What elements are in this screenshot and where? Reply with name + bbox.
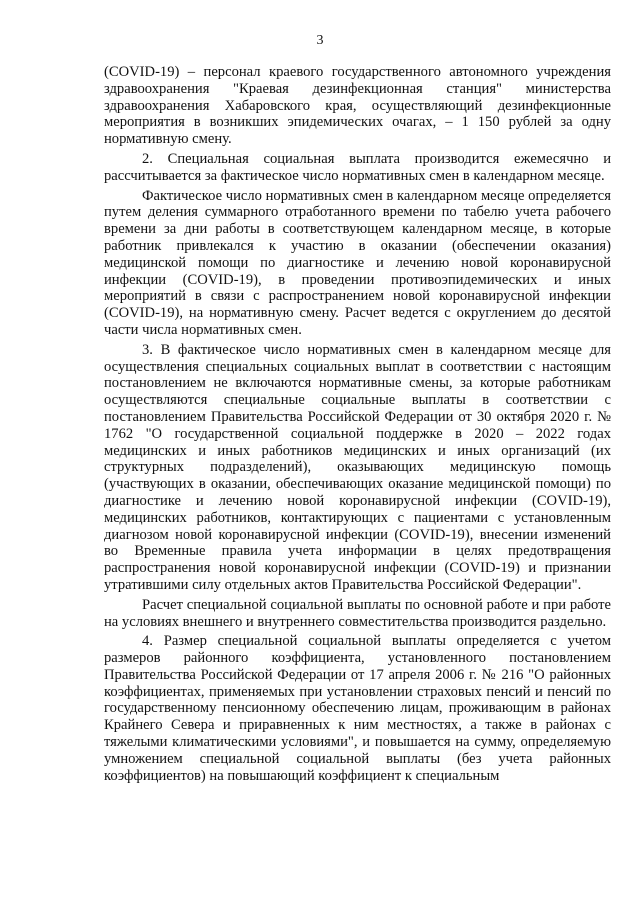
paragraph: Фактическое число нормативных смен в календарном месяце определяется путем деления суммарного отработанного времени по табелю учета рабочего времени за дни работы в соответствующем календарном месяце, в которые работник привлекался к участию в оказании (обеспечении оказания) медицинской помощи по диагностике и лечению новой коронавирусной инфекции (COVID-19), в проведении противоэпидемических и иных мероприятий в связи с распространением новой коронавирусной инфекции (COVID-19), на нормативную смену. Расчет ведется с округлением до десятой части числа нормативных смен. (104, 187, 611, 338)
paragraph: 2. Специальная социальная выплата производится ежемесячно и рассчитывается за фактическое число нормативных смен в календарном месяце. (104, 150, 611, 184)
paragraph: 4. Размер специальной социальной выплаты определяется с учетом размеров районного коэффициента, установленного постановлением Правительства Российской Федерации от 17 апреля 2006 г. № 216 "О районных коэффициентах, применяемых при установлении страховых пенсий и пенсий по государственному пенсионному обеспечению лицам, проживающим в районах Крайнего Севера и приравненных к ним местностях, а также в районах с тяжелыми климатическими условиями", и повышается на сумму, определяемую умножением специальной социальной выплаты (без учета районных коэффициентов) на повышающий коэффициент к специальным (104, 633, 611, 784)
paragraph: 3. В фактическое число нормативных смен в календарном месяце для осуществления специальных социальных выплат в соответствии с настоящим постановлением не включаются нормативные смены, за которые работникам осуществляются специальные социальные выплаты в соответствии с постановлением Правительства Российской Федерации от 30 октября 2020 г. № 1762 "О государственной социальной поддержке в 2020 – 2022 годах медицинских и иных работников медицинских и иных организаций (их структурных подразделений), оказывающих медицинскую помощь (участвующих в оказании, обеспечивающих оказание медицинской помощи) по диагностике и лечению новой коронавирусной инфекции (COVID-19), медицинских работников, контактирующих с пациентами с установленным диагнозом новой коронавирусной инфекции (COVID-19), внесении изменений во Временные правила учета информации в целях предотвращения распространения новой коронавирусной инфекции (COVID-19) и признании утратившими силу отдельных актов Правительства Российской Федерации". (104, 341, 611, 593)
paragraph: (COVID-19) – персонал краевого государственного автономного учреждения здравоохранения "Краевая дезинфекционная станция" министерства здравоохранения Хабаровского края, осуществляющий дезинфекционные мероприятия в возникших эпидемических очагах, – 1 150 рублей за одну нормативную смену. (104, 64, 611, 148)
paragraph: Расчет специальной социальной выплаты по основной работе и при работе на условиях внешнего и внутреннего совместительства производится раздельно. (104, 596, 611, 630)
page-number: 3 (316, 33, 324, 48)
document-body (104, 64, 611, 787)
